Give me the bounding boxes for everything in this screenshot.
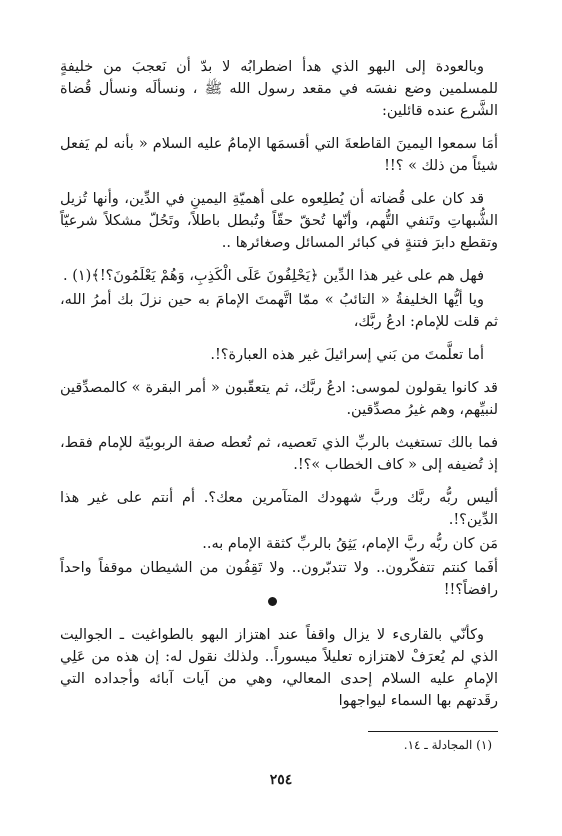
paragraph: فما بالك تستغيث بالربِّ الذي تَعصيه، ثم تُعطه صفة الربوبيّة للإمام فقط، إذ تُضيفه إلى « كاف الخطاب »؟!. [60, 435, 499, 473]
paragraph: أليس ربُّه ربَّك وربَّ شهودك المتآمرين معك؟. أم أنتم على غير هذا الدِّين؟!. [60, 490, 498, 528]
section-separator-dot [268, 597, 277, 606]
closing-text [60, 624, 498, 712]
paragraph: مَن كان ربُّه ربَّ الإمام، يَثِقُ بالربِّ كثقة الإمام به.. [202, 536, 498, 552]
main-text [60, 56, 498, 612]
footnote-divider [368, 731, 498, 732]
paragraph: وكأنّي بالقارىء لا يزال واقفاً عند اهتزاز البهو بالطواغيت ـ الجواليت الذي لم يُعرَفْ لاهتزازه تعليلاً ميسوراً.. ولذلك نقول له: إن هذه من عَلِي الإمامِ عليه السلام إحدى المعالي، وهي من آيات آبائه وأجداده التي رقَدتهم بها السماء ليواجهوا [60, 627, 498, 709]
paragraph: أمَا سمعوا اليمينَ القاطعةَ التي أقسمَها الإمامُ عليه السلام « بأنه لم يَفعل شيئاً من ذلك » ؟!! [60, 136, 498, 174]
paragraph: قد كانوا يقولون لموسى: ادعُ ربَّك، ثم يتعقّبون « أمر البقرة » كالمصدِّقين لنبيِّهم، وهم غيرُ مصدِّقين. [60, 380, 498, 418]
footnote: (١) المجادلة ـ ١٤. [403, 738, 492, 752]
paragraph: ويا أيُّها الخليفةُ « التائبُ » ممّا اتَّهمتَ الإمامَ به حين نزلَ بك أمرُ الله، ثم قلت للإمام: ادعُ ربَّك، [60, 292, 498, 330]
paragraph: فهل هم على غير هذا الدِّين ﴿يَحْلِفُونَ عَلَى الْكَذِبِ، وَهُمْ يَعْلَمُونَ؟!﴾(١) . [62, 268, 484, 284]
paragraph: قد كان على قُضاته أن يُطلِعوه على أهميّةِ اليمينِ في الدِّين، وأنها تُزيل الشُّبهاتِ وتَنفي التُّهم، وأنّها تُحقّ حقّاً وتُبطل باطلاً، وتَحُلّ مشكلاً شرعيّاً وتقطع دابرَ فتنةٍ في كبائر المسائل وصغائرها .. [60, 191, 498, 251]
paragraph: أما تعلَّمتَ من بَني إسرائيلَ غير هذه العبارة؟!. [210, 347, 484, 363]
page-number: ٢٥٤ [269, 772, 293, 788]
paragraph: وبالعودة إلى البهو الذي هدأ اضطرابُه لا بدّ أن نَعجبَ من خليفةٍ للمسلمين وضع نفسَه في مقعد رسول الله ﷺ ، ونسألَه ونسأل قُضاة الشَّرع عنده قائلين: [60, 59, 498, 119]
paragraph: أفَما كنتم تتفكّرون.. ولا تتدبّرون.. ولا تَقِفُون من الشيطان موقفاً واحداً رافضاً؟!! [60, 560, 498, 598]
